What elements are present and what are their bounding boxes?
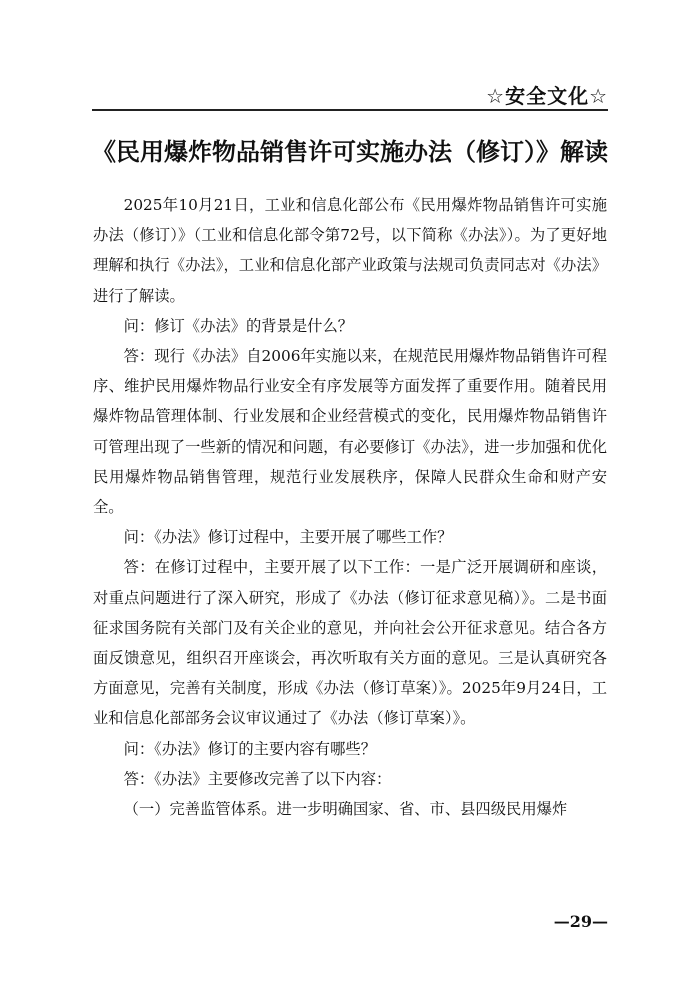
question-2: 问：《办法》修订过程中，主要开展了哪些工作？ [123, 528, 453, 547]
article-body [93, 190, 607, 824]
page-number: —29— [553, 912, 608, 931]
answer-1: 答：现行《办法》自2006年实施以来，在规范民用爆炸物品销售许可程序、维护民用爆炸物品行业安全有序发展等方面发挥了重要作用。随着民用爆炸物品管理体制、行业发展和企业经营模式的变化，民用爆炸物品销售许可管理出现了一些新的情况和问题，有必要修订《办法》，进一步加强和优化民用爆炸物品销售管理，规范行业发展秩序，保障人民群众生命和财产安全。 [93, 347, 607, 517]
answer-3: 答：《办法》主要修改完善了以下内容： [123, 769, 392, 788]
question-3: 问：《办法》修订的主要内容有哪些？ [123, 739, 376, 758]
intro-paragraph: 2025年10月21日，工业和信息化部公布《民用爆炸物品销售许可实施办法（修订）》（工业和信息化部令第72号，以下简称《办法》）。为了更好地理解和执行《办法》，工业和信息化部产业政策与法规司负责同志对《办法》进行了解读。 [93, 196, 607, 305]
header-divider [92, 109, 608, 111]
answer-2: 答：在修订过程中，主要开展了以下工作：一是广泛开展调研和座谈，对重点问题进行了深入研究，形成了《办法（修订征求意见稿）》。二是书面征求国务院有关部门及有关企业的意见，并向社会公开征求意见。结合各方面反馈意见，组织召开座谈会，再次听取有关方面的意见。三是认真研究各方面意见，完善有关制度，形成《办法（修订草案）》。2025年9月24日，工业和信息化部部务会议审议通过了《办法（修订草案）》。 [93, 558, 607, 728]
section-label: ☆安全文化☆ [486, 84, 608, 108]
article-title: 《民用爆炸物品销售许可实施办法（修订）》解读 [92, 138, 608, 166]
item-1-partial: （一）完善监管体系。进一步明确国家、省、市、县四级民用爆炸 [123, 800, 568, 819]
question-1: 问：修订《办法》的背景是什么？ [123, 316, 354, 335]
